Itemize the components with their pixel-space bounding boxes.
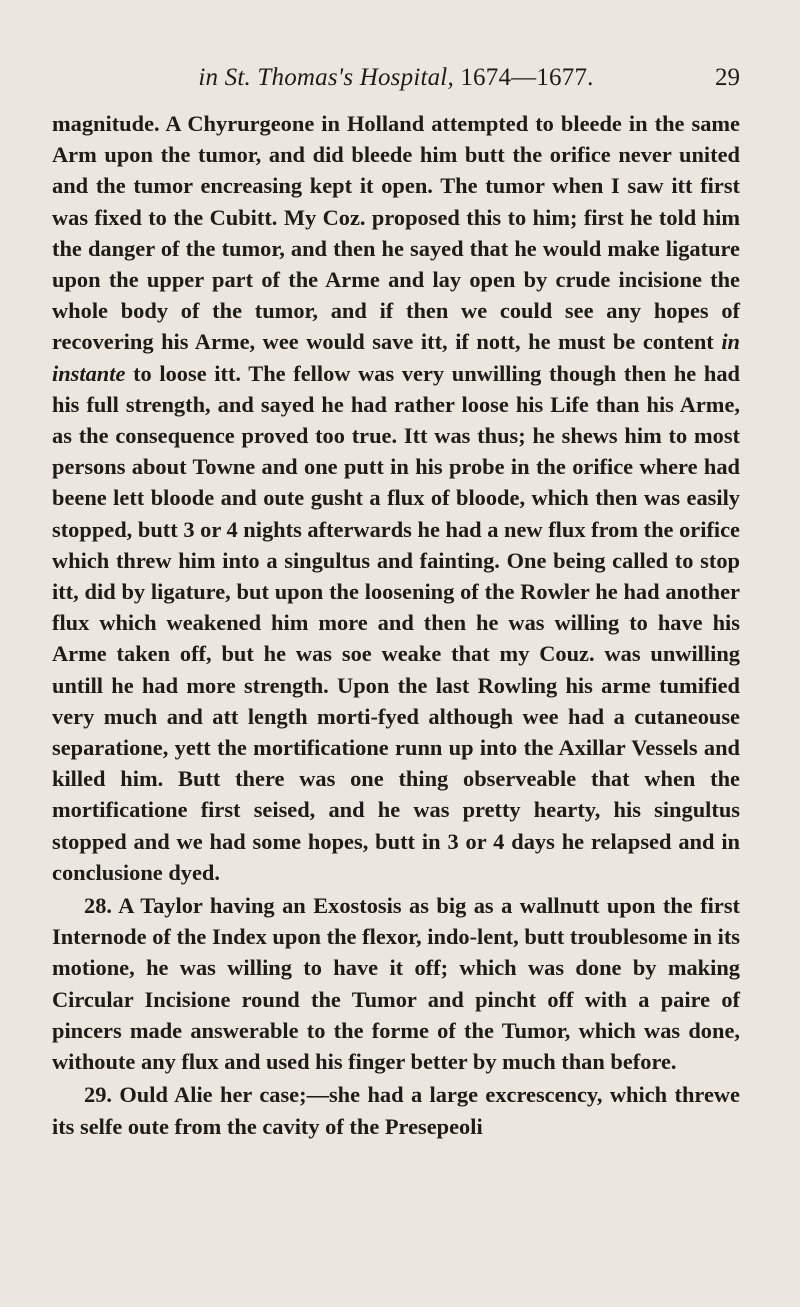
page-header — [52, 60, 740, 96]
paragraph-case-29: 29. Ould Alie her case;—she had a large excrescency, which threwe its selfe oute from the cavity of the Presepeoli — [52, 1082, 740, 1139]
running-head-prefix: in — [198, 64, 225, 91]
running-head-title: St. Thomas's Hospital, — [224, 64, 454, 91]
paragraph-case-28: 28. A Taylor having an Exostosis as big as a wallnutt upon the first Internode of the Index upon the flexor, indo-lent, butt troublesome in its motione, he was willing to have it off; which was done by making Circular Incisione round the Tumor and pincht off with a paire of pincers made answerable to the forme of the Tumor, which was done, withoute any flux and used his finger better by much than before. — [52, 893, 740, 1075]
running-head-years: 1674—1677. — [453, 64, 594, 91]
paragraph-text: magnitude. A Chyrurgeone in Holland attempted to bleede in the same Arm upon the tumor, and did bleede him butt the orifice never united and the tumor encreasing kept it open. The tumor when I saw itt first was fixed to the Cubitt. My Coz. proposed this to him; first he told him the danger of the tumor, and then he sayed that he would make ligature upon the upper part of the Arme and lay open by crude incisione the whole body of the tumor, and if then we could see any hopes of recovering his Arme, wee would save itt, if nott, he must be content — [52, 111, 740, 355]
body-text — [52, 108, 740, 1142]
italic-phrase: in instante — [52, 329, 740, 386]
paragraph-text: to loose itt. The fellow was very unwilling though then he had his full strength, and sayed he had rather loose his Life than his Arme, as the consequence proved too true. Itt was thus; he shews him to most persons about Towne and one putt in his probe in the orifice where had beene lett bloode and oute gusht a flux of bloode, which then was easily stopped, butt 3 or 4 nights afterwards he had a new flux from the orifice which threw him into a singultus and fainting. One being called to stop itt, did by ligature, but upon the loosening of the Rowler he had another flux which weakened him more and then he was willing to have his Arme taken off, but he was soe weake that my Couz. was unwilling untill he had more strength. Upon the last Rowling his arme tumified very much and att length morti-fyed although wee had a cutaneouse separatione, yett the mortificatione runn up into the Axillar Vessels and killed him. Butt there was one thing observeable that when the mortificatione first seised, and he was pretty hearty, his singultus stopped and we had some hopes, butt in 3 or 4 days he relapsed and in conclusione dyed. — [52, 360, 740, 885]
paragraph-case-narrative — [52, 108, 740, 888]
page-number: 29 — [715, 64, 740, 91]
running-head — [52, 60, 740, 96]
